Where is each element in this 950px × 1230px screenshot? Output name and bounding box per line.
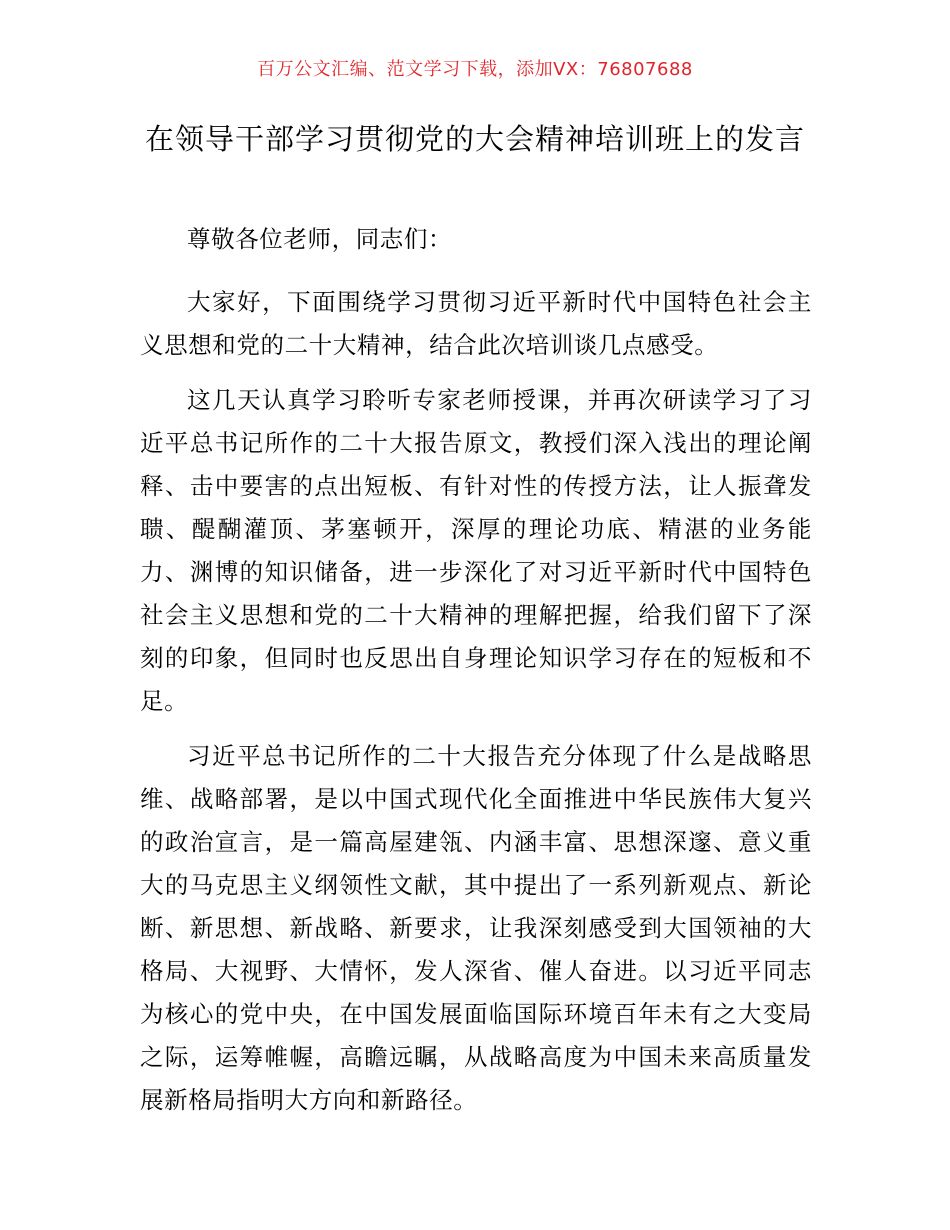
body-paragraph: 这几天认真学习聆听专家老师授课，并再次研读学习了习近平总书记所作的二十大报告原文，教授们深入浅出的理论阐释、击中要害的点出短板、有针对性的传授方法，让人振聋发聩、醍醐灌顶、茅塞顿开，深厚的理论功底、精湛的业务能力、渊博的知识储备，进一步深化了对习近平新时代中国特色社会主义思想和党的二十大精神的理解把握，给我们留下了深刻的印象，但同时也反思出自身理论知识学习存在的短板和不足。	[140, 386, 812, 715]
document-title: 在领导干部学习贯彻党的大会精神培训班上的发言	[144, 122, 805, 156]
body-paragraph: 大家好，下面围绕学习贯彻习近平新时代中国特色社会主义思想和党的二十大精神，结合此次培训谈几点感受。	[140, 288, 812, 359]
header-promo-note: 百万公文汇编、范文学习下载，添加VX：76807688	[257, 59, 693, 80]
greeting-paragraph: 尊敬各位老师，同志们：	[187, 225, 453, 253]
document-body	[140, 218, 812, 1134]
body-paragraph: 习近平总书记所作的二十大报告充分体现了什么是战略思维、战略部署，是以中国式现代化全面推进中华民族伟大复兴的政治宣言，是一篇高屋建瓴、内涵丰富、思想深邃、意义重大的马克思主义纲领性文献，其中提出了一系列新观点、新论断、新思想、新战略、新要求，让我深刻感受到大国领袖的大格局、大视野、大情怀，发人深省、催人奋进。以习近平同志为核心的党中央，在中国发展面临国际环境百年未有之大变局之际，运筹帷幄，高瞻远瞩，从战略高度为中国未来高质量发展新格局指明大方向和新路径。	[140, 742, 812, 1114]
